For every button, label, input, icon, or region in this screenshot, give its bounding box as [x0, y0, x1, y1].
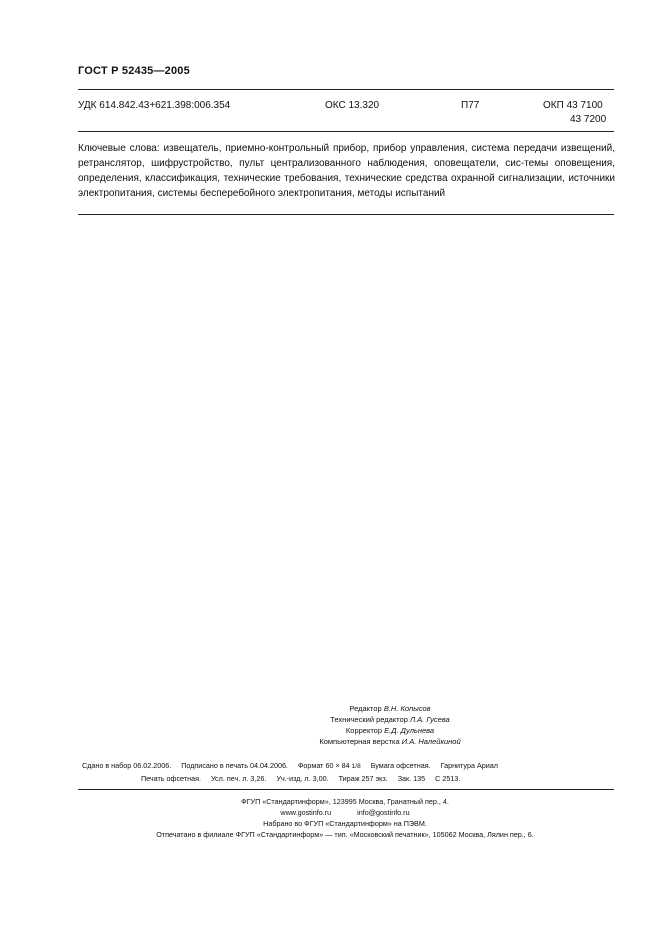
credit-layout	[200, 736, 580, 747]
signed-date: Подписано в печать 04.04.2006.	[181, 761, 288, 770]
publication-sheets: Уч.-изд. л. 3,00.	[276, 774, 329, 783]
format-fraction: 1/8	[351, 763, 361, 770]
editor-label: Редактор	[349, 704, 382, 713]
header-divider	[78, 89, 614, 90]
tech-editor-name: Л.А. Гусева	[409, 715, 450, 724]
oks-code: ОКС 13.320	[325, 100, 380, 111]
keywords-divider	[78, 214, 614, 215]
print-info-line1	[82, 760, 498, 772]
corrector-label: Корректор	[345, 726, 383, 735]
typeface: Гарнитура Ариал	[440, 761, 498, 770]
print-info-line2	[141, 773, 460, 784]
classification-divider	[78, 131, 614, 132]
credit-corrector	[200, 725, 580, 736]
print-sheets: Усл. печ. л. 3,26.	[210, 774, 267, 783]
okp-code: ОКП 43 7100	[543, 100, 603, 111]
printed-note: Отпечатано в филиале ФГУП «Стандартинформ» — тип. «Московский печатник», 105062 Москва, Лялин пер., 6.	[156, 830, 534, 839]
corrector-name: Е.Д. Дульнева	[384, 726, 435, 735]
layout-name: И.А. Налейкиной	[401, 737, 461, 746]
keywords-paragraph: Ключевые слова: извещатель, приемно-контрольный прибор, прибор управления, система передачи извещений, ретранслятор, шифрустройство, пульт централизованного наблюдения, оповещатели, сис-темы оповещения, определения, классификация, технические требования, технические средства охранной сигнализации, источники электропитания, системы бесперебойного электропитания, методы испытаний	[78, 143, 615, 199]
typeset-date: Сдано в набор 06.02.2006.	[82, 761, 172, 770]
group-code: П77	[461, 100, 480, 111]
publisher-contacts	[60, 807, 630, 818]
udk-code: УДК 614.842.43+621.398:006.354	[78, 100, 231, 111]
paper-type: Бумага офсетная.	[370, 761, 431, 770]
layout-label: Компьютерная верстка	[319, 737, 400, 746]
credit-editor	[200, 703, 580, 714]
order-number: Зак. 135	[397, 774, 426, 783]
publisher-email: info@gostinfo.ru	[357, 808, 410, 817]
okp-code-2: 43 7200	[570, 114, 607, 125]
typeset-note: Набрано во ФГУП «Стандартинформ» на ПЭВМ.	[263, 819, 427, 828]
publisher-website: www.gostinfo.ru	[280, 808, 332, 817]
publisher-divider	[78, 789, 614, 790]
print-method: Печать офсетная.	[141, 774, 201, 783]
publisher-address: ФГУП «Стандартинформ», 123995 Москва, Гранатный пер., 4.	[241, 797, 449, 806]
credit-tech-editor	[200, 714, 580, 725]
editor-name: В.Н. Копысов	[383, 704, 431, 713]
tech-editor-label: Технический редактор	[330, 715, 408, 724]
print-format: Формат 60 × 84	[297, 761, 350, 770]
print-run: Тираж 257 экз.	[338, 774, 388, 783]
print-code: С 2513.	[435, 774, 461, 783]
document-title: ГОСТ Р 52435—2005	[78, 65, 190, 77]
